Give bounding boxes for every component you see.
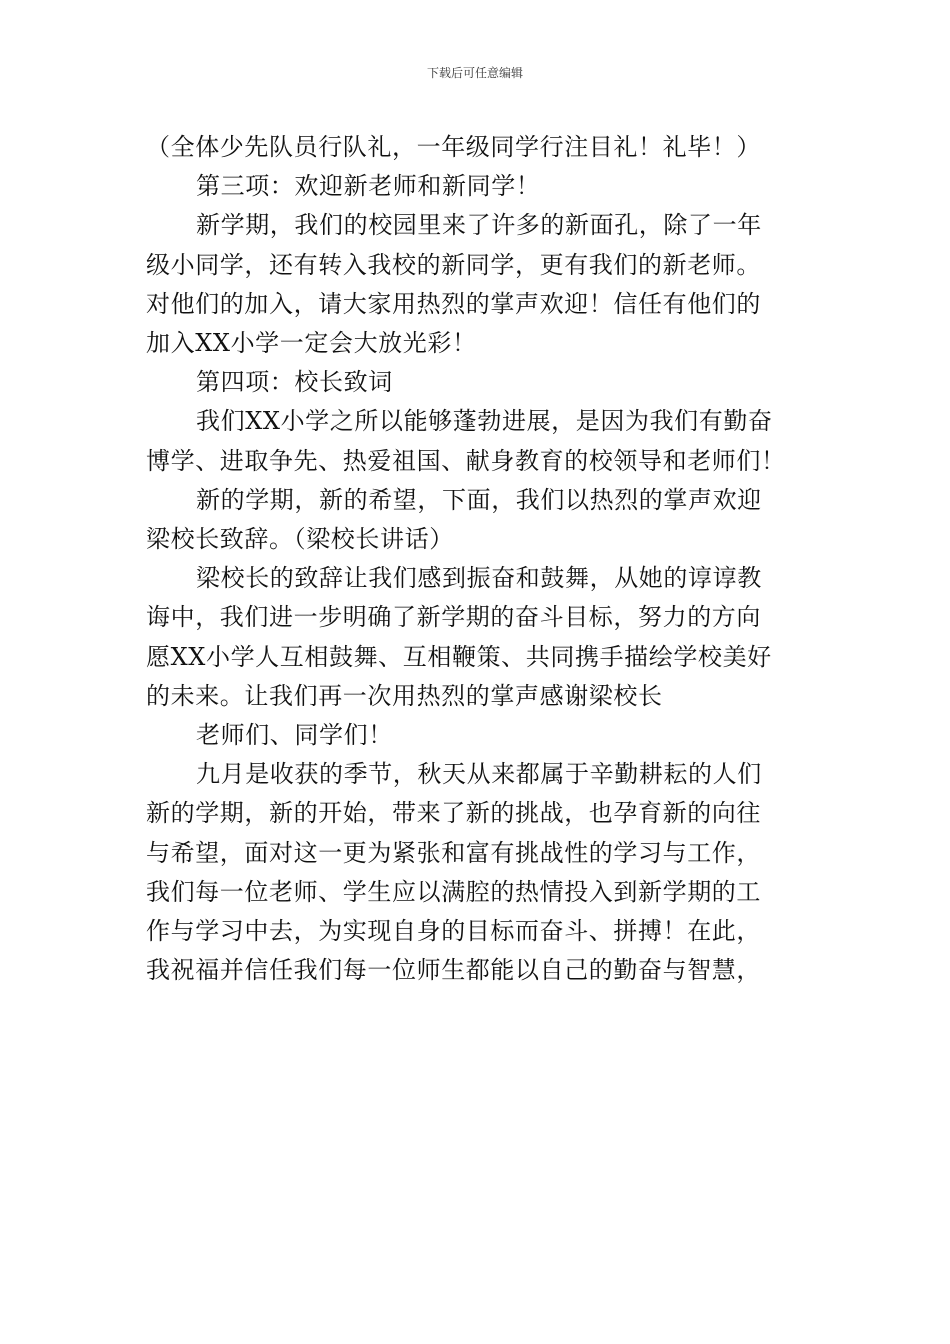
page-header: 下载后可任意编辑: [426, 66, 523, 80]
text-line: 第四项：校长致词: [196, 368, 393, 397]
text-line: 九月是收获的季节，秋天从来都属于辛勤耕耘的人们: [196, 760, 762, 789]
text-line: 新的学期，新的希望，下面，我们以热烈的掌声欢迎: [196, 485, 762, 514]
text-line: 我们XX小学之所以能够蓬勃进展，是因为我们有勤奋: [196, 407, 773, 436]
document-body: [146, 128, 808, 990]
text-line: 第三项：欢迎新老师和新同学！: [196, 172, 541, 201]
text-line: 梁校长的致辞让我们感到振奋和鼓舞，从她的谆谆教: [196, 564, 762, 593]
text-line: 我们每一位老师、学生应以满腔的热情投入到新学期的工: [146, 877, 761, 906]
text-line: 加入XX小学一定会大放光彩！: [146, 329, 477, 358]
text-line: 对他们的加入，请大家用热烈的掌声欢迎！信任有他们的: [146, 289, 761, 318]
text-line: 愿XX小学人互相鼓舞、互相鞭策、共同携手描绘学校美好: [146, 642, 772, 671]
text-line: 新的学期，新的开始，带来了新的挑战，也孕育新的向往: [146, 799, 761, 828]
text-line: 的未来。让我们再一次用热烈的掌声感谢梁校长: [146, 681, 663, 710]
text-line: （全体少先队员行队礼，一年级同学行注目礼！礼毕！）: [146, 133, 761, 161]
text-line: 级小同学，还有转入我校的新同学，更有我们的新老师。: [146, 250, 761, 279]
text-line: 作与学习中去，为实现自身的目标而奋斗、拼搏！在此，: [146, 917, 761, 946]
text-line: 我祝福并信任我们每一位师生都能以自己的勤奋与智慧，: [146, 956, 761, 985]
text-line: 诲中，我们进一步明确了新学期的奋斗目标，努力的方向: [146, 603, 761, 632]
text-line: 老师们、同学们！: [196, 721, 393, 750]
text-line: 梁校长致辞。（梁校长讲话）: [146, 525, 454, 554]
text-line: 博学、进取争先、热爱祖国、献身教育的校领导和老师们！: [146, 446, 786, 475]
text-line: 新学期，我们的校园里来了许多的新面孔，除了一年: [196, 211, 762, 240]
text-line: 与希望，面对这一更为紧张和富有挑战性的学习与工作，: [146, 838, 761, 867]
